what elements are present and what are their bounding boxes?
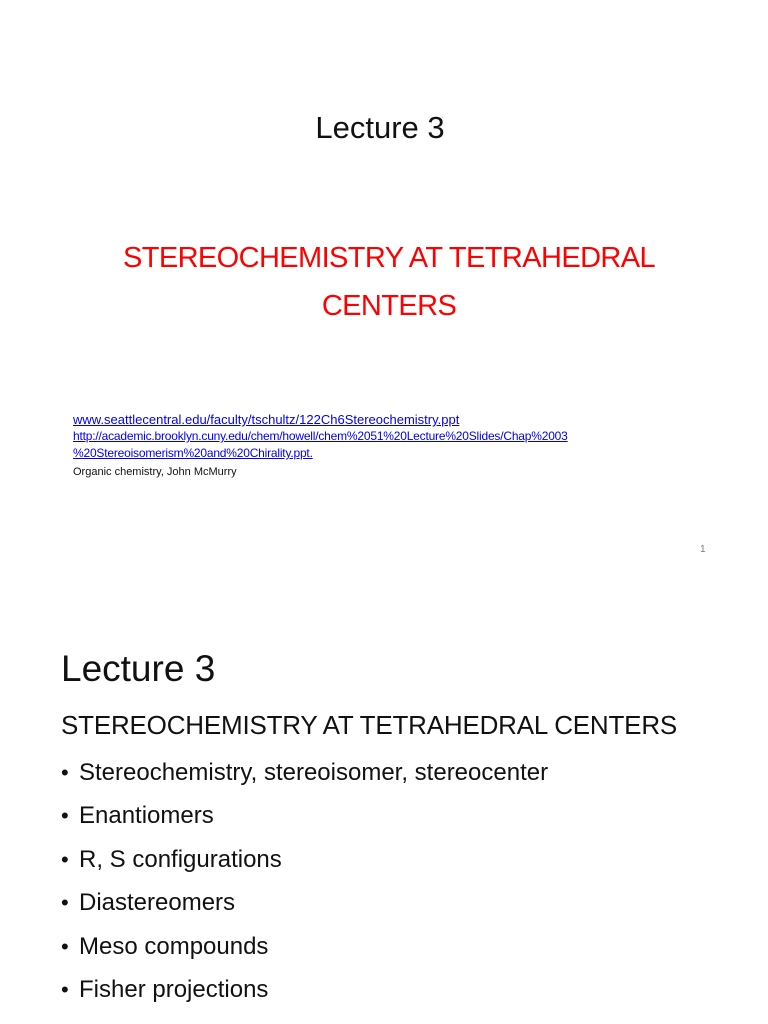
bullet-text: Enantiomers (79, 802, 214, 830)
bullet-text: Diastereomers (79, 889, 236, 917)
bullet-text: Stereochemistry, stereoisomer, stereocenter (79, 759, 549, 786)
slide-heading: STEREOCHEMISTRY AT TETRAHEDRAL CENTERS (61, 710, 678, 740)
bullet-icon: • (61, 803, 69, 829)
page-number: 1 (700, 544, 706, 555)
slide-title: Lecture 3 (61, 648, 216, 689)
reference-link-brooklyn[interactable] (73, 428, 713, 462)
bullet-item (61, 842, 548, 885)
bullet-icon: • (61, 760, 69, 785)
bullet-icon: • (61, 890, 69, 916)
bullet-item (61, 885, 548, 928)
bullet-item (61, 929, 548, 972)
bullet-icon: • (61, 976, 69, 1002)
reference-link-seattlecentral[interactable]: www.seattlecentral.edu/faculty/tschultz/122Ch6Stereochemistry.ppt (73, 412, 460, 427)
bullet-icon: • (61, 933, 69, 959)
references (73, 411, 713, 481)
reference-source: Organic chemistry, John McMurry (73, 466, 237, 478)
bullet-text: Fisher projections (79, 975, 269, 1003)
slide-title: Lecture 3 (315, 110, 445, 145)
bullet-item (61, 755, 548, 798)
slide-subtitle: STEREOCHEMISTRY AT TETRAHEDRAL CENTERS (122, 242, 656, 322)
reference-link-line-1: http://academic.brooklyn.cuny.edu/chem/howell/chem%2051%20Lecture%20Slides/Chap%2003 (73, 429, 568, 443)
bullet-icon: • (61, 846, 69, 872)
bullet-item (61, 972, 548, 1015)
bullet-list (61, 755, 548, 1015)
bullet-item (61, 798, 548, 841)
bullet-text: Meso compounds (79, 932, 269, 960)
slide-2 (0, 575, 768, 1024)
reference-link-line-2: %20Stereoisomerism%20and%20Chirality.ppt. (73, 446, 313, 460)
bullet-text: R, S configurations (79, 845, 282, 873)
